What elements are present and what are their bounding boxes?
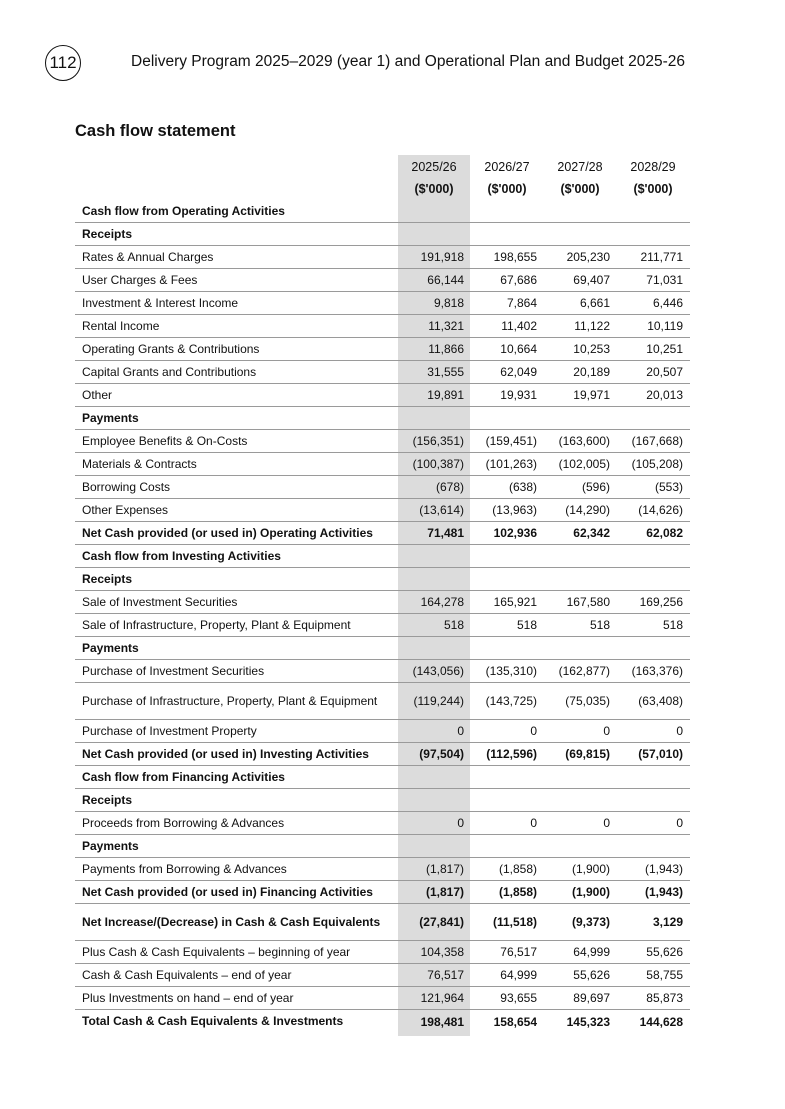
table-row (75, 453, 690, 476)
row-value: 62,049 (500, 365, 537, 379)
row-value: 76,517 (500, 945, 537, 959)
row-value: 62,342 (573, 526, 610, 540)
row-label: Proceeds from Borrowing & Advances (82, 815, 285, 830)
row-value: 104,358 (420, 945, 464, 959)
table-row (75, 683, 690, 720)
column-year: 2027/28 (557, 160, 603, 174)
row-value: (63,408) (638, 694, 683, 708)
row-value: (135,310) (485, 664, 537, 678)
row-value: (159,451) (485, 434, 537, 448)
table-row (75, 835, 690, 858)
row-value: 0 (676, 724, 683, 738)
row-label: Receipts (82, 571, 133, 586)
row-value: 167,580 (566, 595, 610, 609)
table-row (75, 200, 690, 223)
table-row (75, 545, 690, 568)
row-value: 158,654 (493, 1014, 537, 1029)
table-row (75, 568, 690, 591)
row-value: 55,626 (573, 968, 610, 982)
row-value: (101,263) (485, 457, 537, 471)
table-row (75, 987, 690, 1010)
row-value: (678) (435, 480, 464, 494)
table-row (75, 858, 690, 881)
column-unit: ($'000) (633, 182, 673, 196)
table-row (75, 614, 690, 637)
row-label: Cash flow from Financing Activities (82, 769, 285, 784)
row-value: (1,817) (425, 885, 464, 899)
row-value: (163,600) (558, 434, 610, 448)
row-value: 518 (443, 618, 464, 632)
row-value: 0 (676, 816, 683, 830)
table-row (75, 941, 690, 964)
row-label: Investment & Interest Income (82, 295, 239, 310)
row-value: (1,943) (644, 885, 683, 899)
section-title: Cash flow statement (75, 122, 236, 140)
row-label: Purchase of Investment Property (82, 723, 257, 738)
row-value: 164,278 (420, 595, 464, 609)
row-label: Plus Cash & Cash Equivalents – beginning of year (82, 944, 351, 959)
table-row (75, 430, 690, 453)
table-row (75, 789, 690, 812)
row-label: Net Increase/(Decrease) in Cash & Cash Equivalents (82, 914, 381, 929)
row-value: 165,921 (493, 595, 537, 609)
document-title: Delivery Program 2025–2029 (year 1) and Operational Plan and Budget 2025-26 (131, 53, 686, 70)
row-value: 7,864 (506, 296, 537, 310)
row-value: 62,082 (646, 526, 683, 540)
table-row (75, 246, 690, 269)
row-label: Net Cash provided (or used in) Operating Activities (82, 525, 373, 540)
row-value: 11,866 (428, 342, 464, 356)
row-value: (100,387) (412, 457, 464, 471)
row-value: 89,697 (573, 991, 610, 1005)
row-value: 518 (662, 618, 683, 632)
row-label: Other (82, 387, 113, 402)
table-row (75, 384, 690, 407)
row-value: 9,818 (433, 296, 464, 310)
row-value: 0 (530, 724, 537, 738)
row-value: 67,686 (500, 273, 537, 287)
row-value: (1,817) (425, 862, 464, 876)
table-row (75, 637, 690, 660)
row-value: 518 (589, 618, 610, 632)
row-value: (143,725) (485, 694, 537, 708)
row-value: 191,918 (420, 250, 464, 264)
table-row (75, 338, 690, 361)
table-body (75, 200, 690, 1033)
row-value: 93,655 (500, 991, 537, 1005)
row-label: Payments from Borrowing & Advances (82, 861, 287, 876)
table-row (75, 476, 690, 499)
row-value: 19,971 (573, 388, 610, 402)
row-label: Receipts (82, 792, 133, 807)
column-unit: ($'000) (487, 182, 527, 196)
row-value: (14,290) (565, 503, 610, 517)
row-value: 10,253 (573, 342, 610, 356)
table-row (75, 315, 690, 338)
table-row (75, 1010, 690, 1033)
page-number: 112 (45, 45, 81, 81)
row-label: Receipts (82, 226, 133, 241)
row-value: 10,251 (646, 342, 683, 356)
table-row (75, 269, 690, 292)
row-value: 198,481 (420, 1014, 464, 1029)
row-value: 11,321 (428, 319, 464, 333)
row-value: 69,407 (573, 273, 610, 287)
row-value: 20,507 (646, 365, 683, 379)
row-value: (163,376) (631, 664, 683, 678)
row-value: (1,858) (498, 885, 537, 899)
row-value: 121,964 (420, 991, 464, 1005)
row-label: Plus Investments on hand – end of year (82, 990, 294, 1005)
row-value: (13,614) (419, 503, 464, 517)
row-value: (14,626) (638, 503, 683, 517)
row-value: 71,031 (646, 273, 683, 287)
table-row (75, 904, 690, 941)
table-row (75, 881, 690, 904)
column-unit: ($'000) (414, 182, 454, 196)
row-value: (143,056) (412, 664, 464, 678)
row-value: 64,999 (573, 945, 610, 959)
row-value: (27,841) (419, 915, 464, 929)
row-value: 102,936 (493, 526, 537, 540)
row-value: 11,402 (501, 319, 537, 333)
row-label: Employee Benefits & On-Costs (82, 433, 248, 448)
row-value: 76,517 (427, 968, 464, 982)
row-value: 144,628 (639, 1014, 683, 1029)
row-label: Cash & Cash Equivalents – end of year (82, 967, 292, 982)
row-value: (162,877) (558, 664, 610, 678)
row-value: (105,208) (631, 457, 683, 471)
row-value: (75,035) (565, 694, 610, 708)
table-row (75, 964, 690, 987)
row-value: (1,858) (498, 862, 537, 876)
row-value: 20,013 (646, 388, 683, 402)
row-label: Payments (82, 410, 139, 425)
row-value: (596) (581, 480, 610, 494)
row-label: Payments (82, 640, 139, 655)
row-value: (102,005) (558, 457, 610, 471)
row-value: 31,555 (427, 365, 464, 379)
row-label: Other Expenses (82, 502, 169, 517)
row-label: Net Cash provided (or used in) Investing Activities (82, 746, 369, 761)
row-value: 85,873 (646, 991, 683, 1005)
row-value: 198,655 (493, 250, 537, 264)
column-year: 2025/26 (411, 160, 457, 174)
row-value: 0 (457, 816, 464, 830)
row-value: 0 (457, 724, 464, 738)
row-value: 3,129 (652, 915, 683, 929)
row-label: Purchase of Infrastructure, Property, Plant & Equipment (82, 693, 378, 708)
row-value: 66,144 (427, 273, 464, 287)
row-value: (13,963) (492, 503, 537, 517)
row-label: Sale of Investment Securities (82, 594, 238, 609)
row-value: 211,771 (640, 250, 683, 264)
row-value: (1,900) (571, 885, 610, 899)
row-value: 71,481 (427, 526, 464, 540)
row-label: Borrowing Costs (82, 479, 171, 494)
column-unit: ($'000) (560, 182, 600, 196)
row-label: Purchase of Investment Securities (82, 663, 265, 678)
table-row (75, 743, 690, 766)
row-value: (638) (508, 480, 537, 494)
row-value: (167,668) (631, 434, 683, 448)
row-value: 55,626 (646, 945, 683, 959)
row-value: 10,119 (647, 319, 683, 333)
table-row (75, 591, 690, 614)
row-value: 145,323 (566, 1014, 610, 1029)
row-value: 64,999 (500, 968, 537, 982)
row-value: 0 (530, 816, 537, 830)
row-value: 518 (516, 618, 537, 632)
row-label: Materials & Contracts (82, 456, 197, 471)
row-value: 10,664 (500, 342, 537, 356)
row-value: (9,373) (571, 915, 610, 929)
row-value: (1,943) (644, 862, 683, 876)
row-value: (119,244) (413, 694, 464, 708)
row-value: 20,189 (573, 365, 610, 379)
row-value: 0 (603, 724, 610, 738)
row-value: 19,891 (427, 388, 464, 402)
table-row (75, 766, 690, 789)
row-value: 58,755 (646, 968, 683, 982)
table-row (75, 292, 690, 315)
row-label: Sale of Infrastructure, Property, Plant & Equipment (82, 617, 351, 632)
row-label: Total Cash & Cash Equivalents & Investments (82, 1014, 344, 1028)
row-value: (1,900) (571, 862, 610, 876)
row-value: 6,446 (652, 296, 683, 310)
row-value: (156,351) (412, 434, 464, 448)
table-row (75, 812, 690, 835)
row-value: 205,230 (566, 250, 610, 264)
row-label: User Charges & Fees (82, 272, 198, 287)
row-value: (553) (654, 480, 683, 494)
row-value: 11,122 (574, 319, 610, 333)
table-row (75, 522, 690, 545)
row-label: Net Cash provided (or used in) Financing Activities (82, 884, 373, 899)
row-value: (11,518) (492, 915, 537, 929)
table-row (75, 720, 690, 743)
table-row (75, 223, 690, 246)
column-year: 2026/27 (484, 160, 530, 174)
row-label: Rental Income (82, 318, 160, 333)
row-value: 6,661 (579, 296, 610, 310)
row-value: (112,596) (486, 747, 537, 761)
row-value: 19,931 (500, 388, 537, 402)
table-row (75, 407, 690, 430)
row-value: 169,256 (639, 595, 683, 609)
table-row (75, 660, 690, 683)
row-label: Payments (82, 838, 139, 853)
row-value: (69,815) (565, 747, 610, 761)
row-label: Cash flow from Operating Activities (82, 203, 285, 218)
row-label: Capital Grants and Contributions (82, 364, 257, 379)
row-label: Cash flow from Investing Activities (82, 548, 281, 563)
row-value: 0 (603, 816, 610, 830)
row-label: Rates & Annual Charges (82, 249, 214, 264)
row-value: (97,504) (419, 747, 464, 761)
table-row (75, 361, 690, 384)
row-value: (57,010) (638, 747, 683, 761)
column-year: 2028/29 (630, 160, 676, 174)
row-label: Operating Grants & Contributions (82, 341, 260, 356)
table-row (75, 499, 690, 522)
